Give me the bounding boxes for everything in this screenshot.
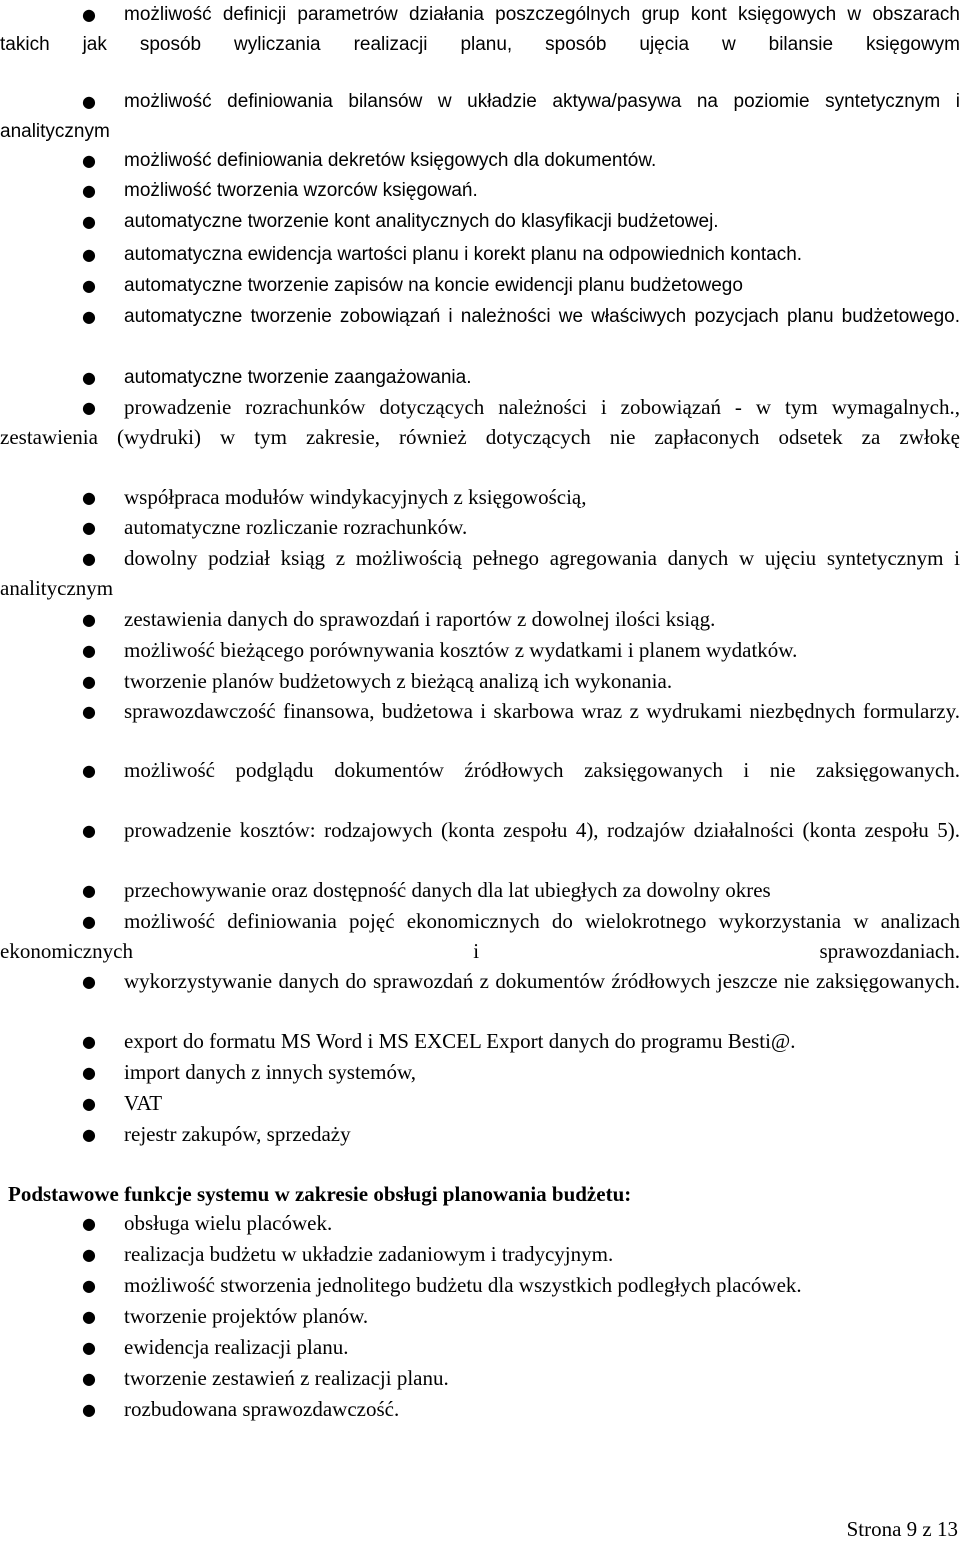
- list-item: ● możliwość bieżącego porównywania kosztów z wydatkami i planem wydatków.: [0, 636, 960, 666]
- bullet-icon: ●: [82, 549, 96, 568]
- list-item: ● sprawozdawczość finansowa, budżetowa i skarbowa wraz z wydrukami niezbędnych formularzy.: [0, 697, 960, 727]
- list-item: ● automatyczna ewidencja wartości planu i korekt planu na odpowiednich kontach.: [0, 240, 960, 270]
- bullet-icon: ●: [82, 276, 96, 295]
- bullet-icon: ●: [82, 641, 96, 660]
- bullet-icon: ●: [82, 5, 96, 24]
- list-item: ● dowolny podział ksiąg z możliwością pełnego agregowania danych w ujęciu syntetycznym i analitycznym: [0, 546, 960, 600]
- list-item: ● możliwość tworzenia wzorców księgowań.: [0, 176, 960, 206]
- bullet-icon: ●: [82, 702, 96, 721]
- bullet-icon: ●: [82, 881, 96, 900]
- list-item: ● automatyczne rozliczanie rozrachunków.: [0, 513, 960, 543]
- list-item: ● wykorzystywanie danych do sprawozdań z dokumentów źródłowych jeszcze nie zaksięgowanych.: [0, 967, 960, 997]
- bullet-icon: ●: [82, 1400, 96, 1419]
- list-item: ● możliwość definiowania pojęć ekonomicznych do wielokrotnego wykorzystania w analizach ekonomicznych i sprawozdaniach.: [0, 909, 960, 963]
- section-heading: Podstawowe funkcje systemu w zakresie obsługi planowania budżetu:: [8, 1182, 632, 1206]
- bullet-icon: ●: [82, 972, 96, 991]
- list-item: ● rejestr zakupów, sprzedaży: [0, 1120, 960, 1150]
- bullet-icon: ●: [82, 488, 96, 507]
- list-item: ● możliwość definiowania bilansów w układzie aktywa/pasywa na poziomie syntetycznym i analitycznym: [0, 87, 960, 147]
- bullet-icon: ●: [82, 1307, 96, 1326]
- list-item: ● export do formatu MS Word i MS EXCEL Export danych do programu Besti@.: [0, 1027, 960, 1057]
- bullet-icon: ●: [82, 1338, 96, 1357]
- bullet-icon: ●: [82, 245, 96, 264]
- bullet-icon: ●: [82, 212, 96, 231]
- bullet-icon: ●: [82, 672, 96, 691]
- list-item: ● tworzenie planów budżetowych z bieżącą analizą ich wykonania.: [0, 667, 960, 697]
- list-item: ● automatyczne tworzenie kont analitycznych do klasyfikacji budżetowej.: [0, 207, 960, 237]
- list-item: ● rozbudowana sprawozdawczość.: [0, 1395, 960, 1425]
- list-item: ● realizacja budżetu w układzie zadaniowym i tradycyjnym.: [0, 1240, 960, 1270]
- bullet-icon: ●: [82, 1245, 96, 1264]
- bullet-icon: ●: [82, 761, 96, 780]
- bullet-icon: ●: [82, 92, 96, 111]
- bullet-icon: ●: [82, 398, 96, 417]
- bullet-icon: ●: [82, 912, 96, 931]
- bullet-icon: ●: [82, 1063, 96, 1082]
- bullet-icon: ●: [82, 1214, 96, 1233]
- bullet-icon: ●: [82, 1369, 96, 1388]
- list-item: ● prowadzenie kosztów: rodzajowych (konta zespołu 4), rodzajów działalności (konta zespołu 5).: [0, 816, 960, 846]
- bullet-icon: ●: [82, 1125, 96, 1144]
- list-item: ● współpraca modułów windykacyjnych z księgowością,: [0, 483, 960, 513]
- list-item: ● obsługa wielu placówek.: [0, 1209, 960, 1239]
- bullet-icon: ●: [82, 1094, 96, 1113]
- bullet-icon: ●: [82, 518, 96, 537]
- list-item: ● możliwość podglądu dokumentów źródłowych zaksięgowanych i nie zaksięgowanych.: [0, 756, 960, 786]
- list-item: ● zestawienia danych do sprawozdań i raportów z dowolnej ilości ksiąg.: [0, 605, 960, 635]
- bullet-icon: ●: [82, 610, 96, 629]
- bullet-icon: ●: [82, 368, 96, 387]
- list-item: ● tworzenie zestawień z realizacji planu.: [0, 1364, 960, 1394]
- list-item: ● automatyczne tworzenie zapisów na koncie ewidencji planu budżetowego: [0, 271, 960, 301]
- bullet-icon: ●: [82, 1032, 96, 1051]
- bullet-icon: ●: [82, 151, 96, 170]
- list-item: ● prowadzenie rozrachunków dotyczących należności i zobowiązań - w tym wymagalnych., zestawienia (wydruki) w tym zakresie, również dotyczących nie zapłaconych odsetek za zwłokę: [0, 395, 960, 449]
- list-item: ● możliwość definicji parametrów działania poszczególnych grup kont księgowych w obszarach takich jak sposób wyliczania realizacji planu, sposób ujęcia w bilansie księgowym: [0, 0, 960, 60]
- bullet-icon: ●: [82, 1276, 96, 1295]
- list-item: ● możliwość stworzenia jednolitego budżetu dla wszystkich podległych placówek.: [0, 1271, 960, 1301]
- bullet-icon: ●: [82, 821, 96, 840]
- list-item: ● możliwość definiowania dekretów księgowych dla dokumentów.: [0, 146, 960, 176]
- bullet-icon: ●: [82, 307, 96, 326]
- list-item: ● przechowywanie oraz dostępność danych dla lat ubiegłych za dowolny okres: [0, 876, 960, 906]
- list-item: ● import danych z innych systemów,: [0, 1058, 960, 1088]
- bullet-icon: ●: [82, 181, 96, 200]
- list-item: ● automatyczne tworzenie zaangażowania.: [0, 363, 960, 393]
- list-item: ● tworzenie projektów planów.: [0, 1302, 960, 1332]
- list-item: ● ewidencja realizacji planu.: [0, 1333, 960, 1363]
- page-number: Strona 9 z 13: [846, 1517, 958, 1541]
- list-item: ● automatyczne tworzenie zobowiązań i należności we właściwych pozycjach planu budżetowego.: [0, 302, 960, 332]
- list-item: ● VAT: [0, 1089, 960, 1119]
